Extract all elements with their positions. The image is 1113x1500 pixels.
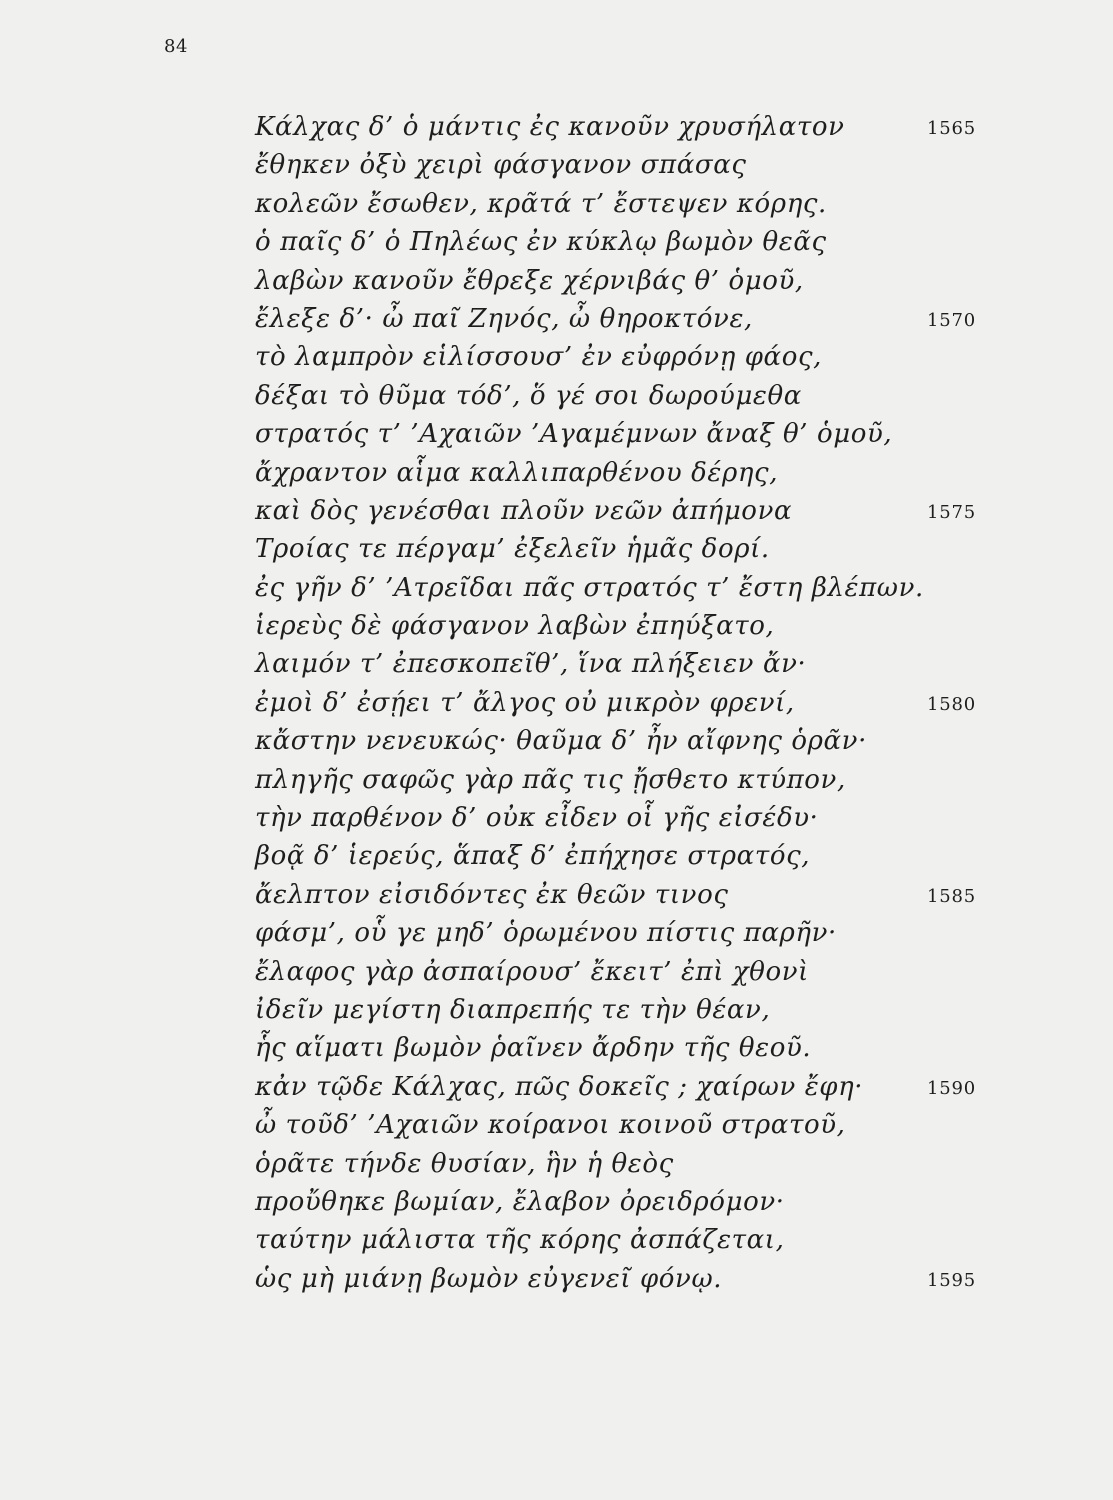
verse-text: ὁρᾶτε τήνδε θυσίαν, ἣν ἡ θεὸς <box>255 1148 674 1179</box>
line-number: 1575 <box>927 501 977 523</box>
verse-text: ἐμοὶ δ’ ἐσῄει τ’ ἄλγος οὐ μικρὸν φρενί, <box>255 687 795 718</box>
verse-line <box>255 607 1015 645</box>
page-number: 84 <box>164 36 188 57</box>
verse-text: ταύτην μάλιστα τῆς κόρης ἀσπάζεται, <box>255 1225 785 1256</box>
verse-text: ἄελπτον εἰσιδόντες ἐκ θεῶν τινος <box>255 879 729 910</box>
verse-text: ἱερεὺς δὲ φάσγανον λαβὼν ἐπηύξατο, <box>255 611 775 642</box>
verse-text: βοᾷ δ’ ἱερεύς, ἅπαξ δ’ ἐπήχησε στρατός, <box>255 841 811 872</box>
verse-line <box>255 1260 1015 1298</box>
verse-line <box>255 338 1015 376</box>
verse-text: ἔθηκεν ὀξὺ χειρὶ φάσγανον σπάσας <box>255 150 747 181</box>
verse-text: προὔθηκε βωμίαν, ἔλαβον ὀρειδρόμον· <box>255 1186 785 1217</box>
verse-line <box>255 262 1015 300</box>
verse-line <box>255 146 1015 184</box>
verse-line <box>255 876 1015 914</box>
verse-text: ἧς αἵματι βωμὸν ῥαῖνεν ἄρδην τῆς θεοῦ. <box>255 1033 812 1064</box>
verse-line <box>255 415 1015 453</box>
verse-block <box>255 108 1015 1298</box>
verse-line <box>255 914 1015 952</box>
verse-line <box>255 492 1015 530</box>
verse-line <box>255 1106 1015 1144</box>
line-number: 1565 <box>927 118 977 139</box>
verse-line <box>255 1221 1015 1259</box>
verse-text: κολεῶν ἔσωθεν, κρᾶτά τ’ ἔστεψεν κόρης. <box>255 188 827 219</box>
verse-text: ὡς μὴ μιάνῃ βωμὸν εὐγενεῖ φόνῳ. <box>255 1263 723 1294</box>
line-number: 1580 <box>927 693 977 715</box>
verse-text: στρατός τ’ ’Αχαιῶν ’Αγαμέμνων ἄναξ θ’ ὁμοῦ, <box>255 419 893 450</box>
verse-text: κἄστην νενευκώς· θαῦμα δ’ ἦν αἴφνης ὁρᾶν· <box>255 726 867 757</box>
verse-text: κἀν τῷδε Κάλχας, πῶς δοκεῖς ; χαίρων ἔφη· <box>255 1071 864 1102</box>
verse-line <box>255 837 1015 875</box>
verse-line <box>255 569 1015 607</box>
verse-line <box>255 300 1015 338</box>
verse-line <box>255 377 1015 415</box>
verse-text: φάσμ’, οὗ γε μηδ’ ὁρωμένου πίστις παρῆν· <box>255 918 837 949</box>
verse-text: λαιμόν τ’ ἐπεσκοπεῖθ’, ἵνα πλήξειεν ἄν· <box>255 649 807 680</box>
verse-line <box>255 684 1015 722</box>
verse-text: τὴν παρθένον δ’ οὐκ εἶδεν οἷ γῆς εἰσέδυ· <box>255 803 819 834</box>
verse-line <box>255 645 1015 683</box>
verse-text: ἔλεξε δ’· ὦ παῖ Ζηνός, ὦ θηροκτόνε, <box>255 303 753 334</box>
verse-text: ἐς γῆν δ’ ’Ατρεῖδαι πᾶς στρατός τ’ ἔστη βλέπων. <box>255 572 924 603</box>
verse-line <box>255 530 1015 568</box>
verse-line <box>255 991 1015 1029</box>
verse-text: Κάλχας δ’ ὁ μάντις ἐς κανοῦν χρυσήλατον <box>255 112 845 142</box>
verse-text: ἰδεῖν μεγίστη διαπρεπής τε τὴν θέαν, <box>255 994 771 1025</box>
verse-text: ἔλαφος γὰρ ἀσπαίρουσ’ ἔκειτ’ ἐπὶ χθονὶ <box>255 956 809 987</box>
line-number: 1570 <box>927 309 977 331</box>
verse-text: ὁ παῖς δ’ ὁ Πηλέως ἐν κύκλῳ βωμὸν θεᾶς <box>255 227 827 258</box>
verse-line <box>255 1183 1015 1221</box>
verse-line <box>255 761 1015 799</box>
verse-text: ἄχραντον αἷμα καλλιπαρθένου δέρης, <box>255 457 779 488</box>
line-number: 1585 <box>927 885 977 907</box>
verse-text: ὦ τοῦδ’ ’Αχαιῶν κοίρανοι κοινοῦ στρατοῦ, <box>255 1110 846 1141</box>
verse-line <box>255 454 1015 492</box>
verse-line <box>255 1068 1015 1106</box>
verse-text: πληγῆς σαφῶς γὰρ πᾶς τις ᾔσθετο κτύπον, <box>255 764 846 795</box>
verse-line <box>255 953 1015 991</box>
verse-line <box>255 185 1015 223</box>
line-number: 1595 <box>927 1269 977 1291</box>
verse-text: Τροίας τε πέργαμ’ ἐξελεῖν ἡμᾶς δορί. <box>255 534 770 565</box>
verse-line <box>255 1029 1015 1067</box>
verse-line <box>255 1145 1015 1183</box>
verse-line <box>255 799 1015 837</box>
line-number: 1590 <box>927 1077 977 1099</box>
verse-line <box>255 722 1015 760</box>
verse-text: λαβὼν κανοῦν ἔθρεξε χέρνιβάς θ’ ὁμοῦ, <box>255 265 804 296</box>
verse-line <box>255 108 1015 146</box>
verse-text: τὸ λαμπρὸν εἱλίσσουσ’ ἐν εὐφρόνῃ φάος, <box>255 342 822 373</box>
verse-text: δέξαι τὸ θῦμα τόδ’, ὅ γέ σοι δωρούμεθα <box>255 380 802 411</box>
verse-line <box>255 223 1015 261</box>
verse-text: καὶ δὸς γενέσθαι πλοῦν νεῶν ἀπήμονα <box>255 495 793 526</box>
